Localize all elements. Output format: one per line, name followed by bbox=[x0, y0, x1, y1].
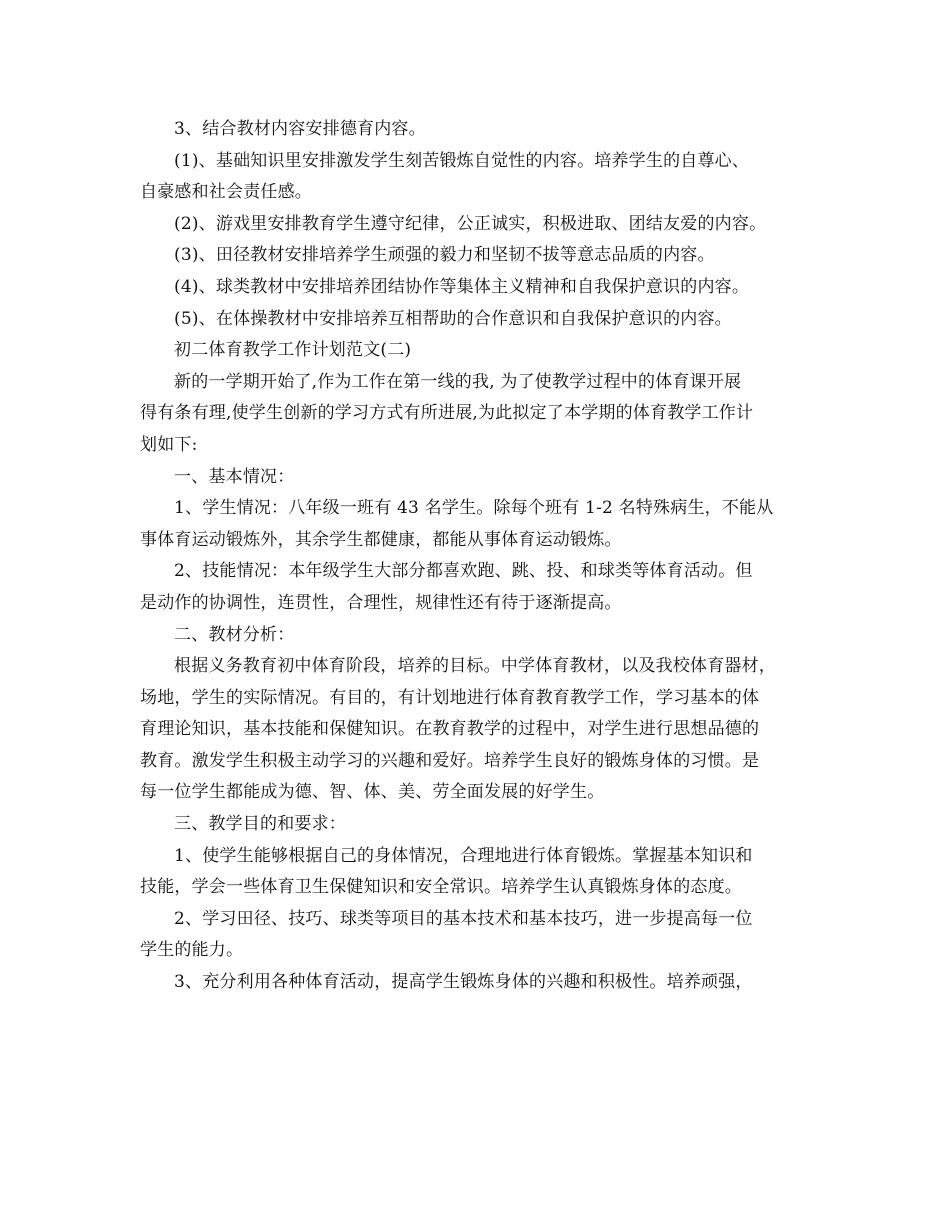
text-line: 自豪感和社会责任感。 bbox=[140, 182, 312, 203]
text-line: 场地，学生的实际情况。有目的，有计划地进行体育教育教学工作，学习基本的体 bbox=[140, 687, 760, 708]
text-line: 根据义务教育初中体育阶段，培养的目标。中学体育教材，以及我校体育器材， bbox=[174, 656, 776, 677]
text-line: 事体育运动锻炼外，其余学生都健康，都能从事体育运动锻炼。 bbox=[140, 529, 622, 550]
text-line: 3、结合教材内容安排德育内容。 bbox=[174, 119, 426, 139]
text-line: 学生的能力。 bbox=[140, 940, 244, 961]
text-line: 划如下: bbox=[140, 434, 198, 455]
text-line: 2、学习田径、技巧、球类等项目的基本技术和基本技巧，进一步提高每一位 bbox=[174, 908, 753, 929]
text-line: (3)、田径教材安排培养学生顽强的毅力和坚韧不拔等意志品质的内容。 bbox=[174, 245, 715, 266]
text-line: 2、技能情况：本年级学生大部分都喜欢跑、跳、投、和球类等体育活动。但 bbox=[174, 561, 753, 582]
text-line: 是动作的协调性，连贯性，合理性，规律性还有待于逐渐提高。 bbox=[140, 592, 622, 613]
text-line: 教育。激发学生积极主动学习的兴趣和爱好。培养学生良好的锻炼身体的习惯。是 bbox=[140, 750, 760, 771]
text-line: (4)、球类教材中安排培养团结协作等集体主义精神和自我保护意识的内容。 bbox=[174, 276, 750, 297]
text-line: 二、教材分析： bbox=[174, 624, 295, 645]
text-line: (5)、在体操教材中安排培养互相帮助的合作意识和自我保护意识的内容。 bbox=[174, 308, 732, 329]
text-line: (2)、游戏里安排教育学生遵守纪律，公正诚实，积极进取、团结友爱的内容。 bbox=[174, 213, 767, 234]
text-line: 得有条有理,使学生创新的学习方式有所进展,为此拟定了本学期的体育教学工作计 bbox=[140, 403, 754, 424]
text-line: 初二体育教学工作计划范文(二) bbox=[174, 340, 412, 361]
text-line: 技能，学会一些体育卫生保健知识和安全常识。培养学生认真锻炼身体的态度。 bbox=[140, 877, 742, 898]
text-line: 3、充分利用各种体育活动，提高学生锻炼身体的兴趣和积极性。培养顽强， bbox=[174, 972, 753, 993]
text-line: 新的一学期开始了,作为工作在第一线的我, 为了使教学过程中的体育课开展 bbox=[174, 371, 742, 392]
text-line: 1、学生情况：八年级一班有 43 名学生。除每个班有 1-2 名特殊病生，不能从 bbox=[174, 498, 774, 519]
text-line: 三、教学目的和要求： bbox=[174, 814, 346, 835]
text-line: 每一位学生都能成为德、智、体、美、劳全面发展的好学生。 bbox=[140, 782, 605, 803]
text-line: (1)、基础知识里安排激发学生刻苦锻炼自觉性的内容。培养学生的自尊心、 bbox=[174, 150, 750, 171]
document-body bbox=[140, 114, 820, 999]
text-line: 1、使学生能够根据自己的身体情况，合理地进行体育锻炼。掌握基本知识和 bbox=[174, 845, 753, 866]
text-line: 一、基本情况： bbox=[174, 466, 295, 487]
text-line: 育理论知识，基本技能和保健知识。在教育教学的过程中，对学生进行思想品德的 bbox=[140, 719, 760, 740]
